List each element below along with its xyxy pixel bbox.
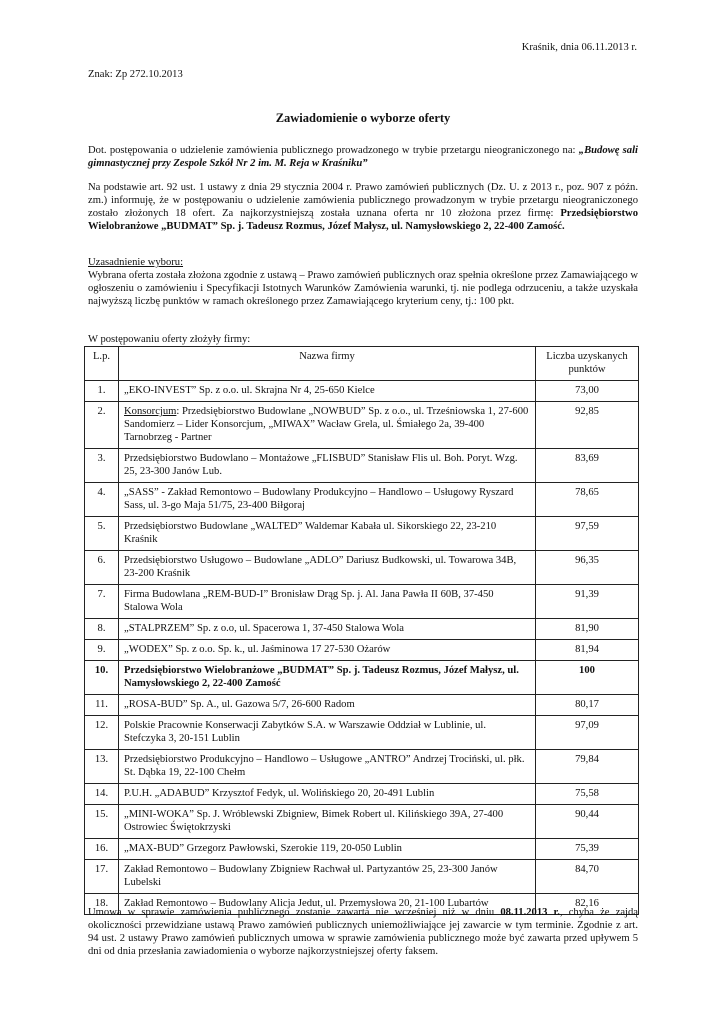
company-name: „WODEX” Sp. z o.o. Sp. k., ul. Jaśminowa 17 27-530 Ożarów [119, 640, 536, 661]
company-name: Przedsiębiorstwo Produkcyjno – Handlowo – Usługowe „ANTRO” Andrzej Trociński, ul. płk. St. Dąbka 19, 22-100 Chełm [119, 750, 536, 784]
table-row [85, 517, 639, 551]
company-name: Zakład Remontowo – Budowlany Alicja Jedut, ul. Przemysłowa 20, 21-100 Lubartów [119, 894, 536, 915]
company-name: „MINI-WOKA” Sp. J. Wróblewski Zbigniew, Bimek Robert ul. Kilińskiego 39A, 27-400 Ostrowiec Świętokrzyski [119, 805, 536, 839]
intro-text: Dot. postępowania o udzielenie zamówienia publicznego prowadzonego w trybie przetargu nieograniczonego na: [88, 145, 579, 156]
points-value: 82,16 [536, 894, 639, 915]
points-value: 73,00 [536, 381, 639, 402]
points-value: 75,58 [536, 784, 639, 805]
basis-text: Na podstawie art. 92 ust. 1 ustawy z dnia 29 stycznia 2004 r. Prawo zamówień publicznych (Dz. U. z 2013 r., poz. 907 z późn. zm.) informuję, że w postępowaniu o udzielenie zamówienia publicznego prowadzonym w trybie przetargu nieograniczonego zostało złożonych 18 ofert. Za najkorzystniejszą została uznana oferta nr 10 złożona przez firmę: [88, 182, 638, 219]
closing-paragraph [88, 906, 638, 958]
points-value: 75,39 [536, 839, 639, 860]
consortium-label: Konsorcjum [124, 406, 177, 417]
points-value: 92,85 [536, 402, 639, 449]
document-title: Zawiadomienie o wyborze oferty [275, 111, 451, 125]
row-number: 16. [85, 839, 119, 860]
points-value: 79,84 [536, 750, 639, 784]
row-number: 4. [85, 483, 119, 517]
company-name: „EKO-INVEST” Sp. z o.o. ul. Skrajna Nr 4, 25-650 Kielce [119, 381, 536, 402]
points-value: 90,44 [536, 805, 639, 839]
company-name: Zakład Remontowo – Budowlany Zbigniew Rachwał ul. Partyzantów 25, 23-300 Janów Lubelski [119, 860, 536, 894]
closing-text-before: Umowa w sprawie zamówienia publicznego zostanie zawarta nie wcześniej niż w dniu [88, 907, 501, 918]
table-row [85, 716, 639, 750]
row-number: 5. [85, 517, 119, 551]
table-row [85, 402, 639, 449]
intro-paragraph [88, 144, 638, 170]
row-number: 3. [85, 449, 119, 483]
company-name: „SASS” - Zakład Remontowo – Budowlany Produkcyjno – Handlowo – Usługowy Ryszard Sass, ul. 3-go Maja 51/75, 23-400 Biłgoraj [119, 483, 536, 517]
points-value: 80,17 [536, 695, 639, 716]
points-value: 84,70 [536, 860, 639, 894]
offers-intro: W postępowaniu oferty złożyły firmy: [88, 334, 251, 345]
table-row [85, 381, 639, 402]
table-row [85, 585, 639, 619]
justification-label: Uzasadnienie wyboru: [88, 257, 184, 268]
contract-date: 08.11.2013 r. [500, 907, 560, 918]
row-number: 18. [85, 894, 119, 915]
points-value: 83,69 [536, 449, 639, 483]
company-name: Przedsiębiorstwo Usługowo – Budowlane „ADLO” Dariusz Budkowski, ul. Towarowa 34B, 23-200 Kraśnik [119, 551, 536, 585]
row-number: 15. [85, 805, 119, 839]
justification-text: Wybrana oferta została złożona zgodnie z ustawą – Prawo zamówień publicznych oraz spełnia określone przez Zamawiającego w ogłoszeniu o zamówieniu i Specyfikacji Istotnych Warunków Zamówienia warunki, tj. nie podlega odrzuceniu, a także uzyskała najwyższą liczbę punktów w ramach określonego przez Zamawiającego kryterium ceny, tj.: 100 pkt. [88, 270, 638, 307]
reference-number: Znak: Zp 272.10.2013 [88, 69, 183, 80]
row-number: 1. [85, 381, 119, 402]
company-name: „STALPRZEM” Sp. z o.o, ul. Spacerowa 1, 37-450 Stalowa Wola [119, 619, 536, 640]
table-header-row [85, 347, 639, 381]
row-number: 9. [85, 640, 119, 661]
points-value: 97,09 [536, 716, 639, 750]
points-value: 96,35 [536, 551, 639, 585]
table-row [85, 695, 639, 716]
company-name: Przedsiębiorstwo Budowlane „WALTED” Waldemar Kabała ul. Sikorskiego 22, 23-210 Kraśnik [119, 517, 536, 551]
header-points: Liczba uzyskanych punktów [536, 347, 639, 381]
row-number: 10. [85, 661, 119, 695]
table-row [85, 784, 639, 805]
row-number: 14. [85, 784, 119, 805]
company-name: „MAX-BUD” Grzegorz Pawłowski, Szerokie 119, 20-050 Lublin [119, 839, 536, 860]
document-date: Kraśnik, dnia 06.11.2013 r. [521, 42, 637, 53]
table-row [85, 483, 639, 517]
points-value: 97,59 [536, 517, 639, 551]
table-row [85, 640, 639, 661]
points-value: 91,39 [536, 585, 639, 619]
company-name: P.U.H. „ADABUD” Krzysztof Fedyk, ul. Wolińskiego 20, 20-491 Lublin [119, 784, 536, 805]
basis-paragraph [88, 181, 638, 233]
row-number: 11. [85, 695, 119, 716]
table-row-winner [85, 661, 639, 695]
header-company-name: Nazwa firmy [119, 347, 536, 381]
points-value: 81,94 [536, 640, 639, 661]
winner-company: Przedsiębiorstwo Wielobranżowe „BUDMAT” Sp. j. Tadeusz Rozmus, Józef Małysz, ul. Namysłowskiego 2, 22-400 Zamość. [88, 208, 638, 232]
company-name: Polskie Pracownie Konserwacji Zabytków S.A. w Warszawie Oddział w Lublinie, ul. Stefczyka 3, 20-151 Lublin [119, 716, 536, 750]
company-name: Przedsiębiorstwo Budowlano – Montażowe „FLISBUD” Stanisław Flis ul. Boh. Poryt. Wzg. 25, 23-300 Janów Lub. [119, 449, 536, 483]
row-number: 12. [85, 716, 119, 750]
row-number: 8. [85, 619, 119, 640]
table-row [85, 551, 639, 585]
company-name: „ROSA-BUD” Sp. A., ul. Gazowa 5/7, 26-600 Radom [119, 695, 536, 716]
offers-table [84, 346, 639, 915]
justification-paragraph [88, 256, 638, 308]
table-row [85, 860, 639, 894]
company-name: Przedsiębiorstwo Wielobranżowe „BUDMAT” Sp. j. Tadeusz Rozmus, Józef Małysz, ul. Namysłowskiego 2, 22-400 Zamość [119, 661, 536, 695]
company-name: : Przedsiębiorstwo Budowlane „NOWBUD” Sp. z o.o., ul. Trześniowska 1, 27-600 Sandomierz – Lider Konsorcjum, „MIWAX” Wacław Grela, ul. Śmiałego 2a, 39-400 Tarnobrzeg - Partner [124, 406, 529, 443]
table-row [85, 619, 639, 640]
table-row [85, 750, 639, 784]
table-row [85, 449, 639, 483]
table-row [85, 839, 639, 860]
table-row [85, 805, 639, 839]
closing-text-after: , chyba że zajdą okoliczności przewidziane ustawą Prawo zamówień publicznych uniemożliwiające jej zawarcie w tym terminie. Zgodnie z art. 94 ust. 2 ustawy Prawo zamówień publicznych umowa w sprawie zamówienia publicznego może być zawarta przed upływem 5 dni od dnia przesłania zawiadomienia o wyborze najkorzystniejszej oferty faksem. [88, 907, 638, 957]
row-number: 7. [85, 585, 119, 619]
row-number: 2. [85, 402, 119, 449]
row-number: 17. [85, 860, 119, 894]
points-value: 81,90 [536, 619, 639, 640]
row-number: 6. [85, 551, 119, 585]
row-number: 13. [85, 750, 119, 784]
company-name-cell [119, 402, 536, 449]
points-value: 78,65 [536, 483, 639, 517]
header-lp: L.p. [85, 347, 119, 381]
procurement-subject: „Budowę sali gimnastycznej przy Zespole Szkół Nr 2 im. M. Reja w Kraśniku” [88, 145, 638, 169]
points-value: 100 [536, 661, 639, 695]
company-name: Firma Budowlana „REM-BUD-I” Bronisław Drąg Sp. j. Al. Jana Pawła II 60B, 37-450 Stalowa Wola [119, 585, 536, 619]
